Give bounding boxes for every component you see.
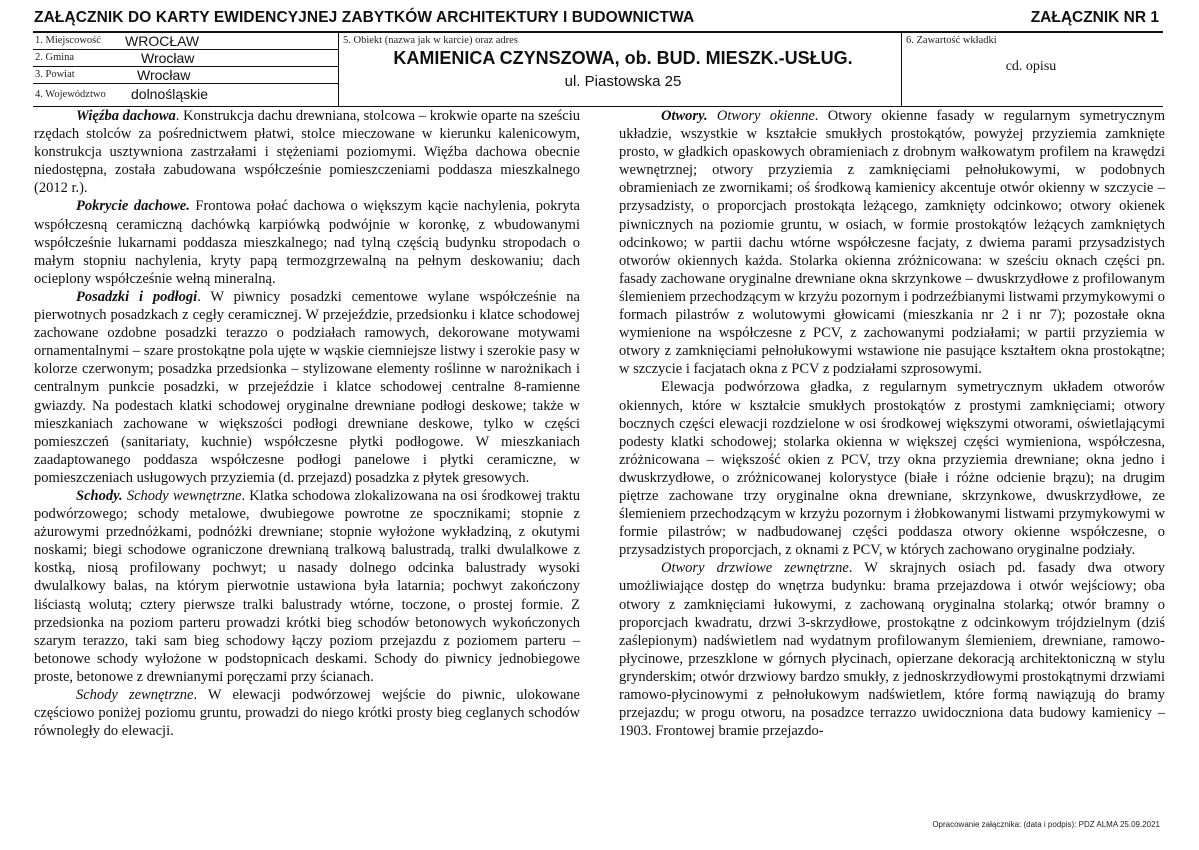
divider	[338, 33, 339, 106]
meta-row-gmina	[33, 50, 338, 67]
divider	[901, 33, 902, 106]
paragraph-text: . W piwnicy posadzki cementowe wylane współcześnie na pierwotnych posadzkach z cegły ceramicznej. W przejeździe, przedsionku i klatce schodowej zachowane ozdobne posadzki terazzo o podziałach ramowych, dekorowane motywami ornamentalnymi – szare prostokątne pola ujęte w wąskie ciemniejsze listwy i szerokie pasy w kolorze czerwonym; posadzka przedsionka – stylizowane elementy roślinne w narożnikach i centralnym punkcie posadzki, w przejeździe i klatce schodowej centralne 8-ramienne gwiazdy. Na podestach klatki schodowej oryginalne drewniane podłogi deskowe; także w mieszkaniach zachowane w większości podłogi drewniane deskowe, tylko w części pomieszczeń (sanitariaty, kuchnie) współczesne płytki podłogowe. W mieszkaniach zaadaptowanego poddasza współczesne podłogi panelowe i płytki ceramiczne, w pomieszczeniach usługowych przyziemia (d. przejazd) posadzka z płytek gresowych.	[34, 288, 580, 486]
obiekt-label: 5. Obiekt (nazwa jak w karcie) oraz adres	[343, 35, 518, 46]
paragraph-otwory	[619, 107, 1165, 378]
section-subheading: Schody zewnętrzne	[76, 687, 194, 703]
section-heading: Otwory.	[661, 108, 708, 124]
header-table	[33, 31, 1163, 107]
paragraph-pokrycie	[34, 197, 580, 287]
obiekt-address: ul. Piastowska 25	[564, 73, 682, 90]
right-column	[619, 107, 1165, 740]
powiat-label: 3. Powiat	[35, 69, 75, 80]
meta-row-powiat	[33, 67, 338, 84]
paragraph-elewacja-podworzowa	[619, 378, 1165, 559]
paragraph-text: Frontowa połać dachowa o większym kącie nachylenia, pokryta współczesną ceramiczną dachówką karpiówką podwójnie w koronkę, z wbudowanymi współcześnie lukarnami poddasza mieszkalnego; nad tylną częścią budynku stropodach o małym stopniu nachylenia, kryty papą termozgrzewalną na pełnym deskowaniu; dach ocieplony współcześnie wełną mineralną.	[34, 198, 580, 287]
section-subheading: Otwory okienne	[707, 108, 815, 124]
meta-row-wojewodztwo	[33, 84, 338, 107]
paragraph-wiezba	[34, 107, 580, 197]
paragraph-otwory-drzwiowe	[619, 559, 1165, 740]
section-heading: Pokrycie dachowe.	[76, 198, 190, 215]
gmina-label: 2. Gmina	[35, 52, 75, 63]
zawartosc-label: 6. Zawartość wkładki	[906, 35, 997, 46]
wojewodztwo-value: dolnośląskie	[131, 86, 209, 102]
section-heading: Schody.	[76, 487, 123, 504]
document-title: ZAŁĄCZNIK DO KARTY EWIDENCYJNEJ ZABYTKÓW ARCHITEKTURY I BUDOWNICTWA	[34, 9, 695, 26]
annex-number: ZAŁĄCZNIK NR 1	[1030, 9, 1159, 26]
left-column	[34, 107, 580, 740]
gmina-value: Wrocław	[141, 50, 195, 66]
footer-prepared-by: Opracowanie załącznika: (data i podpis): PDZ ALMA 25.09.2021	[932, 820, 1160, 829]
paragraph-text: . Konstrukcja dachu drewniana, stolcowa – krokwie oparte na sześciu rzędach stolców za pośrednictwem płatwi, stolce mieczowane w kierunku kalenicowym, konstrukcja usztywniona zastrzałami i stężeniami poziomymi. Więźba dachowa obecnie niedostępna, została zabudowana współcześnie pomieszczeniami poddasza mieszkalnego (2012 r.).	[34, 108, 580, 197]
obiekt-name: KAMIENICA CZYNSZOWA, ob. BUD. MIESZK.-USŁUG.	[393, 48, 853, 68]
paragraph-text: . W elewacji podwórzowej wejście do piwnic, ulokowane częściowo poniżej poziomu gruntu, prowadzi do niego krótki prosty bieg ceglanych schodów równoległy do elewacji.	[34, 687, 580, 740]
miejscowosc-value: WROCŁAW	[125, 33, 200, 49]
powiat-value: Wrocław	[137, 67, 191, 83]
section-heading: Więźba dachowa	[76, 108, 176, 124]
paragraph-text: . W skrajnych osiach pd. fasady dwa otwory umożliwiające dostęp do wnętrza budynku: brama przejazdowa i otwór wejściowy; oba otwory z zamknięciami łukowymi, z zachowaną oryginalna stolarką; otwór bramny o proporcjach kwadratu, drzwi 3-skrzydłowe, prostokątne z odcinkowym trójdzielnym (dziś zaślepionym) nadświetlem nad wydatnym profilowanym ślemieniem, drewniane, ramowo-płycinowe, przeszklone w górnych płycinach, opierzane dekoracją architektoniczną w stylu grynderskim; otwór drzwiowy bardzo smukły, z jednoskrzydłowymi prostokątnymi drzwiami ramowo-płycinowymi z pełnołukowym nadświetlem, które formą nawiązują do bramy przejazdu; w progu otworu, na posadzce terrazzo uwidoczniona data budowy kamienicy – 1903. Frontowej bramie przejazdo-	[619, 560, 1165, 740]
wojewodztwo-label: 4. Województwo	[35, 89, 106, 100]
paragraph-text: . Klatka schodowa zlokalizowana na osi środkowej traktu podwórzowego; schody metalowe, dwubiegowe powrotne ze spocznikami; stopnie z ażurowymi przednóżkami, podnóżki drewniane; stopnie wyłożone wykładziną, z okutymi noskami; biegi schodowe ograniczone drewnianą tralkową balustradą, tralki dwulalkowe z kostką, niosą profilowany pochwyt; u nasady dolnego odcinka balustrady wysoki dwulalkowy balas, na którym pierwotnie ustawiona była latarnia; pochwyt zakończony liściastą wolutą; cztery pierwsze tralki balustrady wtórne, toczone, o prostej formie. Z przedsionka na poziom parteru prowadzi krótki bieg schodów betonowych wykończonych szarym terazzo, taki sam bieg schodowy łączy poziom przejazdu z poziomem parteru – betonowe schody wyłożone w podstopnicach deskami. Schody do piwnicy jednobiegowe proste, betonowe z drewnianymi poręczami przy ścianach.	[34, 487, 580, 685]
paragraph-posadzki	[34, 288, 580, 487]
section-heading: Posadzki i podłogi	[76, 288, 198, 305]
paragraph-text: . Otwory okienne fasady w regularnym symetrycznym układzie, wszystkie w kształcie smukłych prostokątów, powyżej przyziemia zamknięte prosto, w gładkich opaskowych obramieniach z drobnym wałkowatym profilem na krawędzi wewnętrznej; otwory przyziemia z zamknięciami pełnołukowymi, w podobnych obramieniach ze zwornikami; oś środkową kamienicy akcentuje otwór okienny w szczycie – przysadzisty, o proporcjach prostokąta leżącego, zamknięty odcinkowo; otwory okienek piwnicznych na poziomie gruntu, w osiach, w formie prostokątów leżących zamkniętych odcinkowo; w partii dachu wtórne współczesne facjaty, z dwiema parami przysadzistych otworów okiennych każda. Stolarka okienna zróżnicowana: w sześciu oknach części pn. fasady zachowane oryginalne drewniane okna skrzynkowe – dwuskrzydłowe z profilowanym ślemieniem przechodzącym w krzyżu pozornym i podrzeźbianymi listwami przymykowymi o formach pilastrów z wolutowymi głowicami (mieszkania nr 2 i nr 7); pozostałe okna wymienione na współczesne z PCV, z zachowanymi podziałami; w partii przyziemia w otwory z zamknięciami pełnołukowymi wstawione nie pasujące kształtem okna prostokątne; w szczycie i facjatach okna z PCV z podziałami szprosowymi.	[619, 108, 1165, 378]
paragraph-schody	[34, 487, 580, 686]
zawartosc-value: cd. opisu	[1005, 59, 1057, 74]
paragraph-schody-zewnetrzne	[34, 686, 580, 740]
meta-row-miejscowosc	[33, 33, 338, 50]
section-subheading: Otwory drzwiowe zewnętrzne	[661, 560, 849, 577]
miejscowosc-label: 1. Miejscowość	[35, 35, 101, 46]
paragraph-text: Elewacja podwórzowa gładka, z regularnym symetrycznym układem otworów okiennych, które w kształcie smukłych prostokątów z prostymi zamknięciami; otwory bocznych części elewacji rozdzielone w osi środkowej większymi otworami, oświetlającymi podesty klatki schodowej; stolarka okienna w większej części wymieniona, współczesna, zróżnicowana – większość okien z PCV, trzy okna przyziemia drewniane; okna jedno i dwuskrzydłowe, o zróżnicowanej kolorystyce (białe i różne odcienie brązu); na drugim piętrze zachowane trzy oryginalne okna drewniane, skrzynkowe, dwuskrzydłowe, ze ślemieniem przechodzącym w krzyżu pozornym i żłobkowanymi listwami przymykowymi w formie pilastrów; w nadbudowanej części poddasza otwory okienne współczesne, o przysadzistych proporcjach, z oknami z PCV, w których zachowano oryginalne podziały.	[619, 379, 1165, 559]
section-subheading: Schody wewnętrzne	[122, 487, 242, 504]
